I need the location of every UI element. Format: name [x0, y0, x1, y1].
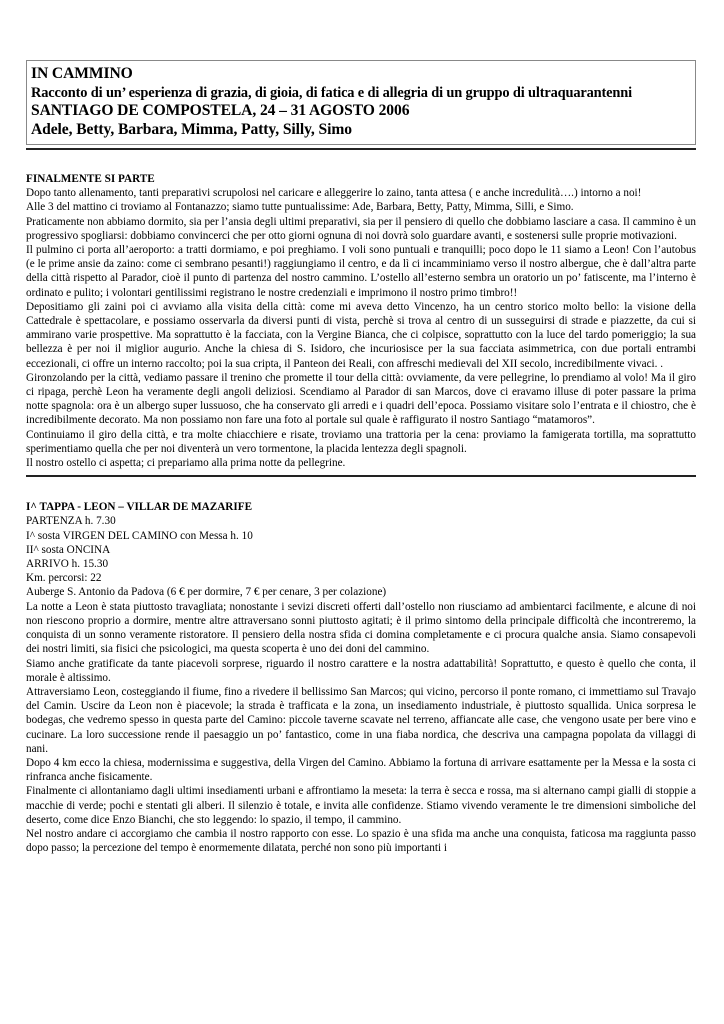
divider-middle	[26, 475, 696, 477]
paragraph: Dopo 4 km ecco la chiesa, modernissima e suggestiva, della Virgen del Camino. Abbiamo la fortuna di arrivare esattamente per la Messa e la sosta ci rinfranca anche fisicamente.	[26, 756, 696, 784]
paragraph: Il pulmino ci porta all’aeroporto: a tratti dormiamo, e poi preghiamo. I voli sono puntuali e tranquilli; poco dopo le 11 siamo a Leon! Con l’autobus (e le prime ansie da zaino: come ci sembrano pesanti!) raggiungiamo il centro, e da lì ci incamminiamo verso il nostro albergue, che è dall’altra parte della città rispetto al Parador, cioè il punto di partenza del nostro cammino. L’ostello all’esterno sembra un oratorio un po’ fatiscente, ma l’interno è ordinato e pulito; i volontari gentilissimi registrano le nostre credenziali e imprimono il nostro primo timbro!!	[26, 244, 696, 299]
detail-line: PARTENZA h. 7.30	[26, 515, 116, 528]
document-page	[26, 60, 696, 855]
document-subtitle: Racconto di un’ esperienza di grazia, di gioia, di fatica e di allegria di un gruppo di ultraquarantenni	[31, 84, 632, 101]
paragraph: Nel nostro andare ci accorgiamo che cambia il nostro rapporto con esse. Lo spazio è una sfida ma anche una conquista, faticosa ma raggiunta passo dopo passo; la percezione del tempo è enormemente dilatata, perché non sono più importanti i	[26, 827, 696, 855]
paragraph: Il nostro ostello ci aspetta; ci prepariamo alla prima notte da pellegrine.	[26, 457, 346, 470]
paragraph: Siamo anche gratificate da tante piacevoli sorprese, riguardo il nostro carattere e la nostra adattabilità! Soprattutto, e questo è quello che conta, il morale è altissimo.	[26, 657, 696, 684]
title-box	[26, 60, 696, 145]
paragraph: Finalmente ci allontaniamo dagli ultimi insediamenti urbani e affrontiamo la meseta: la terra è secca e rossa, ma si alternano campi gialli di stoppie a macchie di verde; pochi e stentati gli alberi. Il silenzio è totale, e invita alle confidenze. Stiamo vivendo veramente le tre dimensioni simboliche del deserto, come dice Enzo Bianchi, che sto leggendo: lo spazio, il tempo, il cammino.	[26, 785, 696, 826]
detail-line: Auberge S. Antonio da Padova (6 € per dormire, 7 € per cenare, 3 per colazione)	[26, 586, 387, 599]
section-heading: I^ TAPPA - LEON – VILLAR DE MAZARIFE	[26, 501, 253, 514]
document-title: IN CAMMINO	[31, 65, 133, 82]
section-heading: FINALMENTE SI PARTE	[26, 173, 155, 185]
detail-line: II^ sosta ONCINA	[26, 543, 111, 556]
paragraph: Continuiamo il giro della città, e tra molte chiacchiere e risate, troviamo una trattoria per la cena: proviamo la famigerata tortilla, ma soprattutto sperimentiamo quella che per noi diventerà un vero tormentone, la placida lentezza degli spagnoli.	[26, 428, 696, 455]
participants: Adele, Betty, Barbara, Mimma, Patty, Silly, Simo	[31, 120, 352, 138]
paragraph: Gironzolando per la città, vediamo passare il trenino che promette il tour della città: ovviamente, da vere pellegrine, lo prendiamo al volo! Ma il giro ci ripaga, perchè Leon ha veramente degli angoli deliziosi. Scendiamo al Parador di san Marcos, dove ci eravamo illuse di poter passare la prima notte spagnola: ora è un albergo super lussuoso, che ha conservato gli arredi e i quadri dell’epoca. Possiamo visitare solo l’entrata e il chiostro, che è incredibilmente decorato. Ma non possiamo non fare una foto al portale sul quale è raffigurato il nostro Santiago “matamoros”.	[26, 371, 696, 427]
paragraph: La notte a Leon è stata piuttosto travagliata; nonostante i sevizi discreti offerti dall’ostello non riusciamo ad ambientarci facilmente, e alcune di noi non riescono proprio a dormire, mentre altre attraversano sonni piuttosto agitati; è il primo sintomo della principale difficoltà che incontreremo, la conquista di un sonno veramente ristoratore. Il pensiero della nostra sfida ci domina completamente e ci procura qualche ansia. Siamo consapevoli dei nostri limiti, sia fisici che psicologici, ma questa scoperta è uno dei doni del cammino.	[26, 600, 696, 656]
paragraph: Alle 3 del mattino ci troviamo al Fontanazzo; siamo tutte puntualissime: Ade, Barbara, Betty, Patty, Mimma, Silli, e Simo.	[26, 201, 574, 214]
paragraph: Attraversiamo Leon, costeggiando il fiume, fino a rivedere il bellissimo San Marcos; qui vicino, percorso il ponte romano, ci immettiamo sul Travajo del Camin. Uscire da Leon non è piacevole; la strada è trafficata e la zona, un insediamento industriale, è piuttosto squallida. Unica sorpresa le bodegas, che vedremo spesso in questa parte del Camino: piccole taverne scavate nel terreno, affiancate alle case, che vengono usate per bere vino e cucinare. La loro successione rende il paesaggio un po’ fantastico, come in una fiaba nordica, che descriva una campagna popolata da villaggi di nani.	[26, 685, 696, 755]
paragraph: Depositiamo gli zaini poi ci avviamo alla visita della città: come mi aveva detto Vincenzo, ha un centro storico molto bello: la visione della Cattedrale è spettacolare, e possiamo osservarla da diversi punti di vista, perchè si trova al centro di un susseguirsi di strade e piazzette, da cui si ammirano varie prospettive. Ma soprattutto è la facciata, con la Vergine Bianca, che ci colpisce, soprattutto con la luce del tardo pomeriggio; la sua bellezza è per noi il miglior augurio. Anche la chiesa di S. Isidoro, che incuriosisce per la sua facciata asimmetrica, con due portali entrambi eccezionali, ci offre un interno raccolto; poi la sua cripta, il Panteon dei Reali, con affreschi medievali del XII secolo, incredibilmente vivaci. .	[26, 300, 696, 370]
section-prima-tappa	[26, 500, 696, 855]
detail-line: Km. percorsi: 22	[26, 572, 102, 585]
paragraph: Praticamente non abbiamo dormito, sia per l’ansia degli ultimi preparativi, sia per il pensiero di quello che dobbiamo lasciare a casa. Il cammino è un progressivo spogliarsi: dobbiamo convincerci che per otto giorni ognuna di noi dovrà solo guardare avanti, e sostenersi sulle proprie motivazioni.	[26, 215, 696, 242]
trip-dates: SANTIAGO DE COMPOSTELA, 24 – 31 AGOSTO 2006	[31, 102, 410, 119]
section-finalmente-si-parte	[26, 172, 696, 475]
paragraph: Dopo tanto allenamento, tanti preparativi scrupolosi nel caricare e alleggerire lo zaino, tanta attesa ( e anche incredulità….) intorno a noi!	[26, 187, 642, 200]
detail-line: I^ sosta VIRGEN DEL CAMINO con Messa h. 10	[26, 529, 253, 542]
divider-top	[26, 148, 696, 150]
detail-line: ARRIVO h. 15.30	[26, 558, 109, 571]
